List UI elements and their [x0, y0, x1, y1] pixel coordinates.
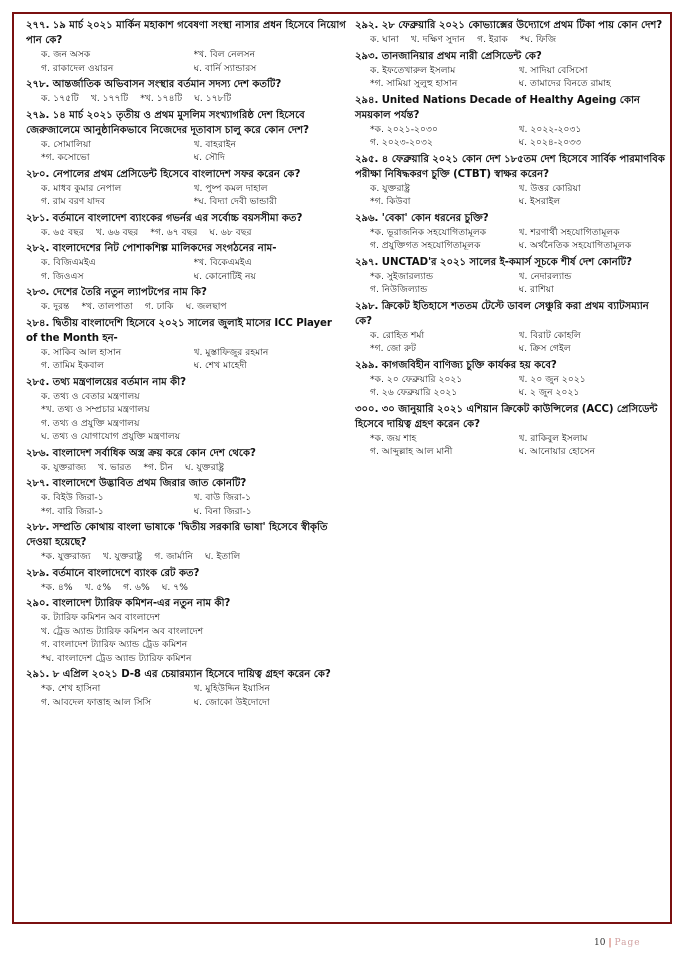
question-text: ২৭৯. ১৪ মার্চ ২০২১ তৃতীয় ও প্রথম মুসলিম সংখ্যাগরিষ্ঠ দেশ হিসেবে জেরুজালেমে আনুষ্ঠানিকভাবে নিজেদের দূতাবাস চালু করে কোন দেশ? — [26, 109, 309, 136]
answer-option: ক. মাধব কুমার নেপাল — [41, 182, 122, 194]
answer-option: খ. উত্তর কোরিয়া — [518, 182, 581, 194]
answer-option: ক. সাকিব আল হাসান — [41, 346, 122, 358]
answer-option: ঘ. বার্নি স্যান্ডারস — [193, 62, 257, 74]
answer-option: *খ. তালপাতা — [81, 301, 133, 312]
answer-option: ঘ. ২ জুন ২০২১ — [518, 387, 580, 398]
answer-option: ক. ট্যারিফ কমিশন অব বাংলাদেশ — [41, 612, 161, 623]
question-item — [355, 49, 667, 91]
answer-options — [26, 92, 346, 106]
question-item — [355, 358, 667, 400]
answer-option: *গ. কিউবা — [370, 196, 411, 207]
question-text: ২৯২. ২৮ ফেব্রুয়ারি ২০২১ কোভ্যাক্সের উদ্যোগে প্রথম টিকা পায় কোন দেশ? — [355, 20, 663, 31]
question-item — [26, 596, 346, 665]
answer-option: ঘ. সৌদি — [193, 152, 225, 163]
answer-options — [26, 182, 346, 209]
answer-option: গ. ৬% — [123, 581, 150, 593]
question-text: ২৯০. বাংলাদেশ ট্যারিফ কমিশন-এর নতুন নাম কী? — [26, 598, 231, 609]
answer-option: ঘ. কোনোটিই নয় — [193, 270, 256, 282]
answer-option: খ. যুক্তরাষ্ট্র — [102, 551, 143, 562]
question-text: ২৯৩. তানজানিয়ার প্রথম নারী প্রেসিডেন্ট কে? — [355, 50, 542, 62]
right-question-column — [355, 18, 667, 461]
answer-option: *গ. জো রুট — [370, 343, 417, 354]
answer-option: *ঘ. ফিজি — [519, 34, 557, 45]
answer-option: গ. আবদেল ফাত্তাহ আল সিসি — [41, 696, 152, 708]
answer-option: *গ. কসোভো — [41, 152, 90, 163]
page-footer — [594, 938, 641, 948]
answer-option: ক. ইফতেখারুল ইসলাম — [370, 64, 456, 76]
question-text: ২৭৮. আন্তর্জাতিক অভিবাসন সংস্থার বর্তমান সদস্য দেশ কতটি? — [26, 79, 282, 90]
answer-options — [26, 48, 346, 75]
question-text: ২৯১. ৮ এপ্রিল ২০২১ D-8 এর চেয়ারম্যান হিসেবে দায়িত্ব গ্রহণ করেন কে? — [26, 669, 331, 680]
answer-options — [355, 182, 667, 209]
answer-options — [26, 256, 346, 283]
question-text: ২৮৪. দ্বিতীয় বাংলাদেশি হিসেবে ২০২১ সালের জুলাই মাসের ICC Player of the Month হন- — [26, 317, 332, 344]
answer-option: *গ. সামিয়া সুলুহু হাসান — [370, 78, 458, 89]
answer-option: গ. প্রযুক্তিগত সহযোগিতামূলক — [370, 240, 481, 251]
answer-option: ঘ. বিনা জিরা-১ — [193, 505, 252, 517]
answer-option: *খ. বিল নেলসন — [193, 49, 256, 60]
answer-option: খ. ৫% — [84, 581, 112, 593]
answer-option: ক. যুক্তরাষ্ট্র — [370, 182, 411, 194]
answer-option: *গ. বারি জিরা-১ — [41, 505, 104, 517]
question-item — [26, 316, 346, 373]
answer-options — [355, 123, 667, 150]
answer-option: ঘ. তামাদের বিনতে রামাহ — [518, 78, 611, 89]
answer-options — [26, 138, 346, 165]
answer-options — [355, 373, 667, 400]
answer-option: *গ. চীন — [143, 461, 173, 473]
answer-option: *ক. ২০ ফেব্রুয়ারি ২০২১ — [370, 373, 463, 385]
answer-option: ক. যুক্তরাজ্য — [41, 461, 87, 473]
question-text: ২৮১. বর্তমানে বাংলাদেশ ব্যাংকের গভর্নর এর সর্বোচ্চ বয়সসীমা কত? — [26, 212, 303, 224]
question-item — [355, 93, 667, 150]
left-question-column — [26, 18, 346, 711]
answer-option: *ক. ২০২১-২০৩০ — [370, 123, 438, 135]
answer-option: *খ. তথ্য ও সম্প্রচার মন্ত্রণালয় — [41, 404, 150, 415]
answer-option: খ. ১৭৭টি — [90, 93, 129, 104]
answer-option: ক. রোহিত শর্মা — [370, 329, 425, 341]
question-text: ২৯৮. ক্রিকেট ইতিহাসে শততম টেস্টে ডাবল সেঞ্চুরি করা প্রথম ব্যাটসম্যান কে? — [355, 300, 649, 327]
answer-option: গ. ২০২৩-২০৩২ — [370, 137, 433, 148]
answer-options — [26, 611, 346, 665]
answer-option: গ. আব্দুল্লাহ আল মানী — [370, 446, 453, 457]
answer-options — [355, 226, 667, 253]
answer-option: ঘ. ২০২৪-২০৩৩ — [518, 137, 582, 148]
question-item — [355, 211, 667, 253]
answer-options — [26, 581, 346, 595]
answer-option: *ক. জয় শাহ — [370, 432, 417, 444]
answer-option: ক. বিইউ জিরা-১ — [41, 492, 104, 503]
answer-option: গ. তামিম ইকবাল — [41, 360, 105, 371]
answer-option: গ. ইরাক — [477, 34, 508, 45]
answer-option: ঘ. যুক্তরাষ্ট্র — [184, 461, 225, 473]
question-text: ২৮০. নেপালের প্রথম প্রেসিডেন্ট হিসেবে বাংলাদেশ সফর করেন কে? — [26, 168, 301, 180]
answer-option: খ. বাহরাইন — [193, 138, 236, 150]
answer-option: *ক. ৪% — [41, 581, 73, 593]
answer-option: *ঘ. বিদ্যা দেবী ভান্ডারী — [193, 196, 277, 207]
answer-option: *গ. ৬৭ বছর — [150, 226, 198, 238]
answer-option: *ক. যুক্তরাজ্য — [41, 551, 91, 562]
answer-option: ঘ. ৭% — [161, 581, 188, 593]
answer-option: *ক. শেখ হাসিনা — [41, 683, 101, 694]
answer-options — [26, 682, 346, 709]
page-label: Page — [614, 938, 641, 948]
question-item — [26, 667, 346, 709]
question-item — [26, 375, 346, 444]
question-item — [26, 476, 346, 518]
answer-option: খ. পুষ্প কমল দাহাল — [193, 182, 268, 194]
question-text: ৩০০. ৩০ জানুয়ারি ২০২১ এশিয়ান ক্রিকেট কাউন্সিলের (ACC) প্রেসিডেন্ট হিসেবে দায়িত্ব গ্রহণ করেন কে? — [355, 403, 658, 430]
answer-option: ঘ. জলছাপ — [185, 301, 227, 312]
answer-option: খ. শরণার্থী সহযোগিতামূলক — [518, 226, 620, 238]
answer-option: খ. বাউ জিরা-১ — [193, 492, 252, 503]
answer-options — [355, 270, 667, 297]
answer-option: ক. বিজিএমইএ — [41, 257, 96, 268]
answer-option: গ. জার্মানি — [154, 551, 193, 562]
answer-option: ঘ. তথ্য ও যোগাযোগ প্রযুক্তি মন্ত্রণালয় — [41, 431, 181, 442]
question-item — [355, 402, 667, 459]
question-item — [26, 167, 346, 209]
answer-option: খ. ২০ জুন ২০২১ — [518, 373, 586, 385]
question-item — [355, 299, 667, 356]
question-item — [26, 108, 346, 165]
answer-option: খ. সাদিয়া বেসিসো — [518, 64, 588, 76]
question-text: ২৮৮. সম্প্রতি কোথায় বাংলা ভাষাকে 'দ্বিতীয় সরকারি ভাষা' হিসেবে স্বীকৃতি দেওয়া হয়েছে? — [26, 522, 328, 548]
answer-options — [355, 64, 667, 91]
answer-option: ক. তথ্য ও বেতার মন্ত্রণালয় — [41, 390, 140, 402]
answer-option: ঘ. ১৭৮টি — [194, 93, 232, 104]
question-item — [355, 152, 667, 209]
answer-option: গ. রাকাদেল ওয়ারন — [41, 62, 114, 74]
question-text: ২৯৭. UNCTAD'র ২০২১ সালের ই-কমার্স সূচকে শীর্ষ দেশ কোনটি? — [355, 256, 632, 268]
answer-option: *খ. বিকেএমইএ — [193, 257, 252, 268]
answer-option: ঘ. শেখ মাহেদী — [193, 360, 247, 371]
question-text: ২৮৭. বাংলাদেশে উদ্ভাবিত প্রথম জিরার জাত কোনটি? — [26, 478, 247, 489]
answer-option: খ. ট্রেড অ্যান্ড ট্যারিফ কমিশন অব বাংলাদেশ — [41, 625, 204, 637]
answer-options — [26, 491, 346, 518]
answer-option: ঘ. অর্থনৈতিক সহযোগিতামূলক — [518, 240, 632, 251]
answer-option: ক. ঘানা — [370, 34, 399, 45]
question-text: ২৮৯. বর্তমানে বাংলাদেশে ব্যাংক রেট কত? — [26, 567, 200, 579]
answer-option: খ. মুস্তাফিজুর রহমান — [193, 346, 269, 358]
answer-options — [355, 329, 667, 356]
question-text: ২৯৬. 'বেকা' কোন ধরনের চুক্তি? — [355, 212, 489, 224]
answer-option: ঘ. রাশিয়া — [518, 284, 554, 295]
question-item — [26, 241, 346, 283]
answer-option: খ. ২০২২-২০৩১ — [518, 123, 582, 135]
question-text: ২৮২. বাংলাদেশের নিট পোশাকশিল্প মালিকদের সংগঠনের নাম- — [26, 243, 277, 254]
question-item — [26, 566, 346, 595]
answer-option: খ. নেদারল্যান্ড — [518, 270, 572, 282]
answer-options — [26, 390, 346, 444]
question-text: ২৮৩. দেশের তৈরি নতুন ল্যাপটপের নাম কি? — [26, 287, 207, 298]
question-text: ২৭৭. ১৯ মার্চ ২০২১ মার্কিন মহাকাশ গবেষণা সংস্থা নাসার প্রধন হিসেবে নিয়োগ পান কে? — [26, 20, 346, 46]
answer-option: ঘ. জোকো উইদোদো — [193, 696, 270, 708]
answer-option: গ. ঢাকি — [144, 301, 174, 312]
question-text: ২৮৬. বাংলাদেশ সর্বাধিক অস্ত্র ক্রয় করে কোন দেশ থেকে? — [26, 447, 256, 459]
answer-option: ক. দুরন্ত — [41, 301, 70, 312]
answer-option: ঘ. আনোয়ার হোসেন — [518, 446, 596, 457]
answer-options — [355, 33, 667, 47]
answer-option: *ক. সুইজারল্যান্ড — [370, 270, 434, 282]
answer-option: ঘ. ৬৮ বছর — [209, 226, 252, 238]
answer-option: *ঘ. বাংলাদেশ ট্রেড অ্যান্ড ট্যারিফ কমিশন — [41, 652, 192, 664]
answer-option: খ. রাকিবুল ইসলাম — [518, 432, 588, 444]
answer-option: গ. নিউজিল্যান্ড — [370, 284, 428, 295]
question-text: ২৯৪. United Nations Decade of Healthy Ageing কোন সময়কাল পর্যন্ত? — [355, 94, 640, 121]
answer-option: ঘ. ইতালি — [204, 551, 241, 562]
question-text: ২৮৫. তথ্য মন্ত্রণালয়ের বর্তমান নাম কী? — [26, 376, 186, 388]
answer-option: খ. ৬৬ বছর — [95, 226, 139, 238]
answer-option: খ. ভারত — [98, 461, 132, 473]
answer-option: খ. দক্ষিণ সুদান — [410, 34, 466, 45]
page-number: 10 — [594, 938, 606, 948]
answer-option: খ. বিরাট কোহলি — [518, 329, 581, 341]
answer-option: খ. মুহিউদ্দিন ইয়াসিন — [193, 683, 270, 694]
question-item — [26, 285, 346, 314]
answer-options — [26, 461, 346, 475]
footer-separator: | — [608, 938, 612, 948]
answer-option: গ. রাম বরণ যাদব — [41, 196, 106, 207]
answer-option: গ. তথ্য ও প্রযুক্তি মন্ত্রণালয় — [41, 417, 140, 429]
question-text: ২৯৯. কাগজবিহীন বাণিজ্য চুক্তি কার্যকর হয় কবে? — [355, 359, 557, 371]
question-text: ২৯৫. ৪ ফেব্রুয়ারি ২০২১ কোন দেশ ১৮৫তম দেশ হিসেবে সার্বিক পারমাণবিক পরীক্ষা নিষিদ্ধকরণ চুক্তি (CTBT) স্বাক্ষর করেন? — [355, 153, 665, 180]
answer-option: গ. জিওএস — [41, 270, 84, 282]
question-item — [26, 77, 346, 106]
answer-option: *ক. ভূরাজনিক সহযোগিতামূলক — [370, 226, 487, 238]
answer-option: গ. বাংলাদেশ ট্যারিফ অ্যান্ড ট্রেড কমিশন — [41, 639, 188, 650]
answer-option: ক. সোমালিয়া — [41, 138, 92, 150]
answer-option: ঘ. ক্রিস গেইল — [518, 343, 571, 354]
answer-options — [26, 346, 346, 373]
answer-options — [26, 300, 346, 314]
question-item — [26, 520, 346, 564]
answer-option: গ. ২৬ ফেব্রুয়ারি ২০২১ — [370, 387, 458, 398]
answer-options — [26, 550, 346, 564]
answer-option: *খ. ১৭৪টি — [140, 93, 183, 104]
question-item — [26, 211, 346, 240]
question-item — [26, 446, 346, 475]
answer-option: ঘ. ইসরাইল — [518, 196, 561, 207]
question-item — [355, 18, 667, 47]
answer-option: ক. ১৭৫টি — [41, 93, 79, 104]
answer-options — [26, 226, 346, 240]
question-item — [26, 18, 346, 75]
answer-option: ক. ৬৫ বছর — [41, 226, 84, 238]
question-item — [355, 255, 667, 297]
answer-option: ক. জন অসক — [41, 49, 91, 60]
answer-options — [355, 432, 667, 459]
